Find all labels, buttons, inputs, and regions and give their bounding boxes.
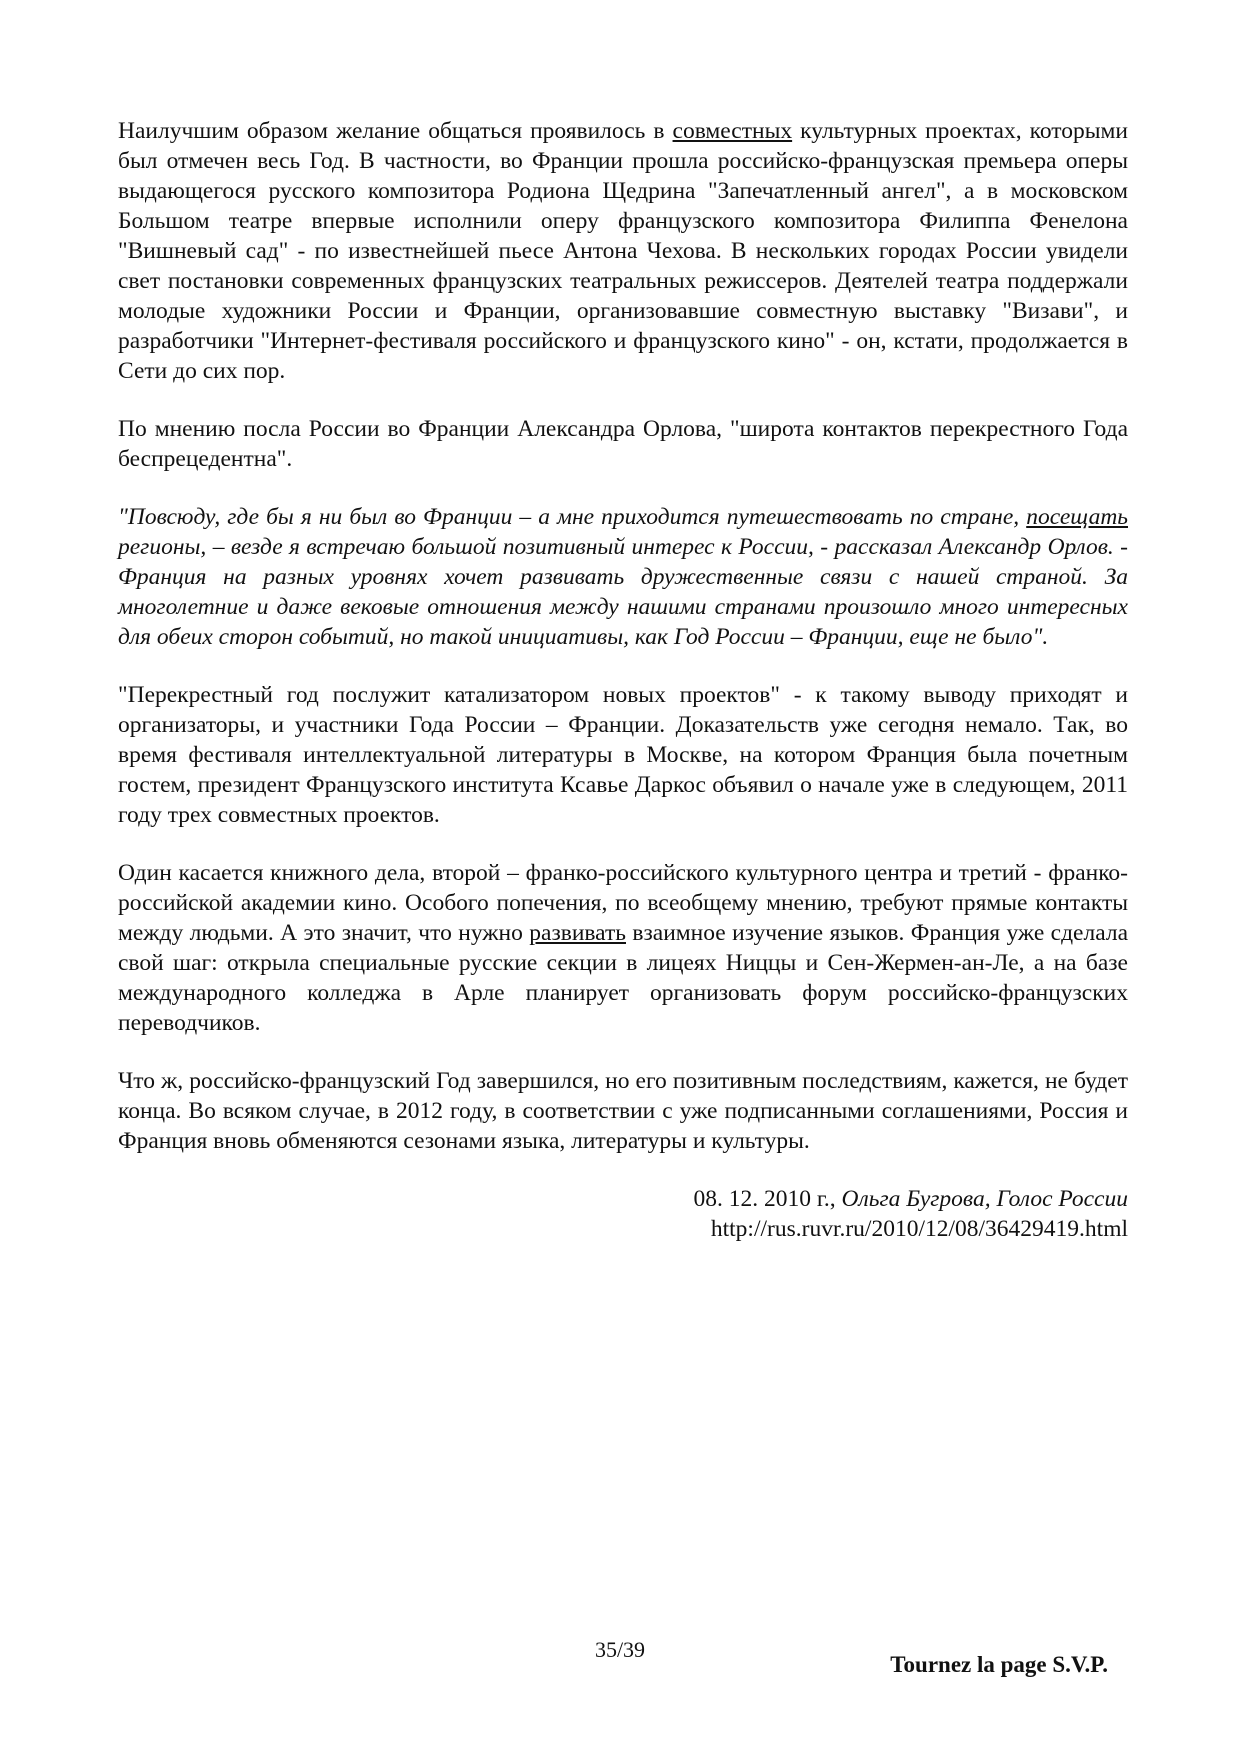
- text-run: взаимное изучение языков. Франция уже сделала свой шаг: открыла специальные русские секции в лицеях Ниццы и Сен-Жермен-ан-Ле, а на базе международного колледжа в Арле планирует организовать форум российско-французских переводчиков.: [118, 920, 1129, 1036]
- paragraph-three-projects: [118, 858, 1128, 1038]
- paragraph-ambassador-opinion: По мнению посла России во Франции Александра Орлова, "широта контактов перекрестного Года беспрецедентна".: [118, 416, 1128, 472]
- underlined-word: развивать: [529, 920, 626, 946]
- turn-page-note: Tournez la page S.V.P.: [890, 1652, 1108, 1677]
- text-run: регионы, – везде я встречаю большой позитивный интерес к России, - рассказал Александр Орлов. - Франция на разных уровнях хочет развивать дружественные связи с нашей страной. За многолетние и даже вековые отношения между нашими странами произошло много интересных для обеих сторон событий, но такой инициативы, как Год России – Франции, еще не было".: [118, 534, 1128, 650]
- paragraph-joint-projects: [118, 116, 1128, 386]
- page-number: 35/39: [594, 1637, 646, 1662]
- text-run: культурных проектах, которыми был отмечен весь Год. В частности, во Франции прошла российско-французская премьера оперы выдающегося русского композитора Родиона Щедрина "Запечатленный ангел", а в московском Большом театре впервые исполнили оперу французского композитора Филиппа Фенелона "Вишневый сад" - по известнейшей пьесе Антона Чехова. В нескольких городах России увидели свет постановки современных французских театральных режиссеров. Деятелей театра поддержали молодые художники России и Франции, организовавшие совместную выставку "Визави", и разработчики "Интернет-фестиваля российского и французского кино" - он, кстати, продолжается в Сети до сих пор.: [118, 118, 1128, 384]
- text-run: "Повсюду, где бы я ни был во Франции – а мне приходится путешествовать по стране,: [118, 504, 1027, 530]
- text-run: Наилучшим образом желание общаться проявилось в: [118, 118, 673, 144]
- source-url: http://rus.ruvr.ru/2010/12/08/36429419.html: [710, 1216, 1128, 1242]
- underlined-word: совместных: [672, 118, 793, 144]
- text-run: Один касается книжного дела, второй – франко-российского культурного центра и третий - франко-российской академии кино. Особого попечения, по всеобщему мнению, требуют прямые контакты между людьми. А это значит, что нужно: [118, 860, 1128, 946]
- signature-line: [118, 1184, 1128, 1214]
- paragraph-conclusion: Что ж, российско-французский Год завершился, но его позитивным последствиям, кажется, не будет конца. Во всяком случае, в 2012 году, в соответствии с уже подписанными соглашениями, Россия и Франция вновь обменяются сезонами языка, литературы и культуры.: [118, 1068, 1128, 1154]
- signature-block: [118, 1184, 1128, 1244]
- paragraph-new-projects: "Перекрестный год послужит катализатором новых проектов" - к такому выводу приходят и организаторы, и участники Года России – Франции. Доказательств уже сегодня немало. Так, во время фестиваля интеллектуальной литературы в Москве, на котором Франция была почетным гостем, президент Французского института Ксавье Даркос объявил о начале уже в следующем, 2011 году трех совместных проектов.: [118, 682, 1128, 828]
- document-body: [118, 116, 1128, 1244]
- signature-date: 08. 12. 2010 г.,: [693, 1186, 836, 1212]
- signature-author: Ольга Бугрова, Голос России: [841, 1186, 1128, 1212]
- underlined-word: посещать: [1026, 504, 1128, 530]
- paragraph-orlov-quote: [118, 502, 1128, 652]
